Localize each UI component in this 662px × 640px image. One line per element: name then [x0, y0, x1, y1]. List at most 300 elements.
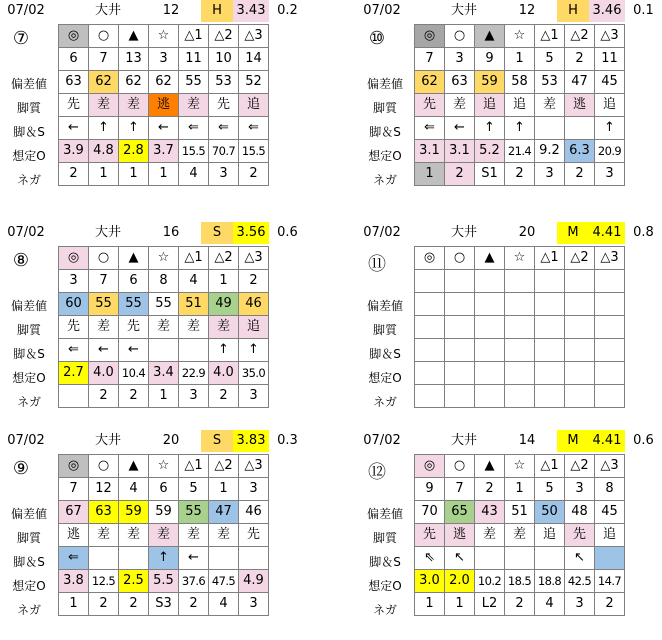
row-label: 脚質 — [16, 101, 41, 115]
row-label: 偏差値 — [366, 299, 403, 313]
row-label: 想定O — [368, 149, 402, 163]
running-style-cell: 追 — [505, 94, 535, 117]
runner-count: 12 — [162, 3, 180, 18]
deviation-cell: 70 — [415, 501, 445, 524]
horse-number-cell: 2 — [475, 478, 505, 501]
mark-cell: △1 — [179, 455, 209, 478]
mark-cell: △2 — [565, 25, 595, 48]
race-grade: M — [557, 430, 589, 452]
deviation-cell: 55 — [89, 293, 119, 316]
estimated-odds-cell: 2.7 — [59, 362, 89, 385]
leg-speed-cell — [505, 547, 535, 570]
row-label: 脚＆S — [13, 125, 45, 139]
row-label: 脚＆S — [369, 555, 401, 569]
horse-number-cell: 1 — [505, 478, 535, 501]
mark-cell: ☆ — [505, 25, 535, 48]
horse-number-cell: 8 — [595, 478, 625, 501]
race-number: ⑩ — [368, 28, 386, 49]
leg-speed-cell: ↖ — [445, 547, 475, 570]
estimated-odds-cell — [475, 362, 505, 385]
deviation-cell — [445, 293, 475, 316]
deviation-cell: 55 — [149, 293, 179, 316]
negative-cell: 2 — [89, 385, 119, 408]
leg-speed-cell — [475, 547, 505, 570]
deviation-cell — [535, 293, 565, 316]
deviation-cell: 51 — [505, 501, 535, 524]
deviation-cell: 49 — [209, 293, 239, 316]
data-row — [59, 270, 269, 293]
deviation-cell: 53 — [535, 71, 565, 94]
deviation-cell — [595, 293, 625, 316]
running-style-cell — [475, 316, 505, 339]
race-value: 0.3 — [277, 433, 298, 448]
horse-number-cell: 7 — [89, 270, 119, 293]
mark-cell: ○ — [445, 455, 475, 478]
race-odds: 3.83 — [233, 430, 269, 452]
negative-cell: 2 — [119, 385, 149, 408]
running-style-cell: 差 — [475, 524, 505, 547]
mark-cell: ○ — [89, 247, 119, 270]
estimated-odds-cell: 3.7 — [149, 140, 179, 163]
mark-row — [415, 247, 625, 270]
data-row — [415, 270, 625, 293]
estimated-odds-cell — [445, 362, 475, 385]
negative-cell: S3 — [149, 593, 179, 616]
mark-cell: ☆ — [149, 25, 179, 48]
data-row — [59, 48, 269, 71]
negative-cell — [595, 385, 625, 408]
leg-speed-cell: ⇐ — [209, 117, 239, 140]
negative-cell: 2 — [89, 593, 119, 616]
data-row — [415, 339, 625, 362]
negative-cell: 3 — [179, 385, 209, 408]
leg-speed-cell — [445, 339, 475, 362]
race-block — [0, 0, 306, 210]
horse-number-cell: 4 — [119, 478, 149, 501]
track-name: 大井 — [450, 3, 477, 18]
race-grade: H — [557, 0, 589, 22]
race-date: 07/02 — [7, 3, 45, 18]
estimated-odds-cell: 9.2 — [535, 140, 565, 163]
mark-cell: ○ — [89, 25, 119, 48]
estimated-odds-cell: 2.0 — [445, 570, 475, 593]
deviation-cell: 59 — [119, 501, 149, 524]
mark-cell: △1 — [179, 247, 209, 270]
mark-cell: ▲ — [119, 25, 149, 48]
estimated-odds-cell: 3.1 — [445, 140, 475, 163]
race-block — [356, 430, 662, 640]
negative-cell: 3 — [239, 385, 269, 408]
data-row — [415, 385, 625, 408]
leg-speed-cell — [565, 117, 595, 140]
mark-cell: △2 — [565, 455, 595, 478]
negative-cell: 1 — [149, 385, 179, 408]
estimated-odds-cell: 4.8 — [89, 140, 119, 163]
estimated-odds-cell: 2.8 — [119, 140, 149, 163]
leg-speed-cell: ↑ — [595, 117, 625, 140]
race-value: 0.8 — [633, 225, 654, 240]
row-label: ネガ — [372, 603, 397, 617]
horse-number-cell: 3 — [59, 270, 89, 293]
mark-cell: ☆ — [149, 455, 179, 478]
running-style-cell: 追 — [595, 524, 625, 547]
running-style-cell: 追 — [535, 524, 565, 547]
row-label: 偏差値 — [10, 507, 47, 521]
data-row — [415, 547, 625, 570]
estimated-odds-cell: 3.0 — [415, 570, 445, 593]
horse-number-cell: 7 — [59, 478, 89, 501]
race-odds: 3.56 — [233, 222, 269, 244]
running-style-cell — [595, 316, 625, 339]
data-row — [415, 478, 625, 501]
mark-cell: ▲ — [119, 247, 149, 270]
negative-cell: 3 — [239, 593, 269, 616]
race-odds: 3.43 — [233, 0, 269, 22]
deviation-cell: 63 — [89, 501, 119, 524]
running-style-cell: 先 — [415, 524, 445, 547]
estimated-odds-cell: 18.8 — [535, 570, 565, 593]
leg-speed-cell — [595, 339, 625, 362]
deviation-cell: 47 — [209, 501, 239, 524]
horse-number-cell: 1 — [209, 478, 239, 501]
negative-cell: 1 — [119, 163, 149, 186]
deviation-cell: 62 — [119, 71, 149, 94]
running-style-cell — [445, 316, 475, 339]
estimated-odds-cell: 22.9 — [179, 362, 209, 385]
deviation-cell: 58 — [505, 71, 535, 94]
estimated-odds-cell: 5.5 — [149, 570, 179, 593]
running-style-cell: 先 — [565, 524, 595, 547]
horse-number-cell: 2 — [565, 48, 595, 71]
race-odds: 3.46 — [589, 0, 625, 22]
deviation-cell: 45 — [595, 71, 625, 94]
negative-cell: 2 — [239, 163, 269, 186]
data-row — [415, 71, 625, 94]
negative-cell: 2 — [565, 163, 595, 186]
negative-cell: 1 — [59, 593, 89, 616]
data-row — [415, 570, 625, 593]
horse-number-cell: 7 — [415, 48, 445, 71]
mark-cell: △1 — [535, 247, 565, 270]
mark-cell: ☆ — [505, 247, 535, 270]
estimated-odds-cell: 10.4 — [119, 362, 149, 385]
leg-speed-cell — [119, 547, 149, 570]
running-style-cell: 先 — [59, 316, 89, 339]
race-block — [0, 222, 306, 432]
negative-cell: 4 — [179, 163, 209, 186]
deviation-cell — [565, 293, 595, 316]
data-row — [59, 570, 269, 593]
data-row — [415, 362, 625, 385]
row-label: 想定O — [12, 371, 46, 385]
horse-number-cell: 5 — [179, 478, 209, 501]
estimated-odds-cell — [415, 362, 445, 385]
row-label: 想定O — [12, 579, 46, 593]
leg-speed-cell: ↑ — [475, 117, 505, 140]
deviation-cell: 60 — [59, 293, 89, 316]
race-odds: 4.41 — [589, 430, 625, 452]
leg-speed-cell: ← — [89, 339, 119, 362]
running-style-cell: 差 — [445, 94, 475, 117]
leg-speed-cell — [505, 339, 535, 362]
estimated-odds-cell: 47.5 — [209, 570, 239, 593]
data-row — [415, 117, 625, 140]
horse-number-cell: 9 — [415, 478, 445, 501]
leg-speed-cell: ← — [179, 547, 209, 570]
running-style-cell: 差 — [89, 524, 119, 547]
estimated-odds-cell: 10.2 — [475, 570, 505, 593]
deviation-cell: 46 — [239, 293, 269, 316]
leg-speed-cell — [475, 339, 505, 362]
race-value: 0.2 — [277, 3, 298, 18]
estimated-odds-cell: 6.3 — [565, 140, 595, 163]
negative-cell: 3 — [595, 163, 625, 186]
mark-row — [415, 25, 625, 48]
deviation-cell: 62 — [415, 71, 445, 94]
data-row — [59, 478, 269, 501]
race-date: 07/02 — [363, 3, 401, 18]
data-row — [59, 316, 269, 339]
data-row — [415, 316, 625, 339]
race-block — [356, 0, 662, 210]
estimated-odds-cell — [565, 362, 595, 385]
row-label: ネガ — [16, 173, 41, 187]
leg-speed-cell: ↑ — [149, 547, 179, 570]
data-row — [415, 293, 625, 316]
leg-speed-cell: ← — [119, 339, 149, 362]
leg-speed-cell — [415, 339, 445, 362]
row-label: 脚質 — [16, 323, 41, 337]
race-date: 07/02 — [7, 433, 45, 448]
data-row — [415, 48, 625, 71]
leg-speed-cell — [535, 117, 565, 140]
horse-number-cell — [505, 270, 535, 293]
mark-cell: △3 — [239, 455, 269, 478]
horse-number-cell: 3 — [239, 478, 269, 501]
data-row — [59, 117, 269, 140]
leg-speed-cell — [595, 547, 625, 570]
mark-cell: △2 — [209, 25, 239, 48]
leg-speed-cell: ← — [149, 117, 179, 140]
running-style-cell: 差 — [89, 94, 119, 117]
deviation-cell: 67 — [59, 501, 89, 524]
negative-cell: S1 — [475, 163, 505, 186]
mark-cell: ◎ — [415, 247, 445, 270]
negative-cell: 2 — [445, 163, 475, 186]
running-style-cell: 差 — [505, 524, 535, 547]
mark-cell: △2 — [565, 247, 595, 270]
data-row — [59, 385, 269, 408]
race-number: ⑪ — [368, 254, 386, 275]
estimated-odds-cell: 37.6 — [179, 570, 209, 593]
data-row — [59, 94, 269, 117]
horse-number-cell: 1 — [209, 270, 239, 293]
negative-cell: 1 — [415, 593, 445, 616]
estimated-odds-cell: 15.5 — [239, 140, 269, 163]
horse-number-cell: 11 — [595, 48, 625, 71]
negative-cell — [565, 385, 595, 408]
data-row — [59, 339, 269, 362]
mark-cell: ☆ — [505, 455, 535, 478]
data-row — [415, 140, 625, 163]
leg-speed-cell — [179, 339, 209, 362]
deviation-cell: 51 — [179, 293, 209, 316]
race-number: ⑫ — [368, 462, 386, 483]
race-date: 07/02 — [363, 433, 401, 448]
estimated-odds-cell: 3.8 — [59, 570, 89, 593]
horse-number-cell: 5 — [535, 48, 565, 71]
leg-speed-cell: ⇐ — [59, 339, 89, 362]
mark-cell: ○ — [445, 25, 475, 48]
data-row — [59, 524, 269, 547]
negative-cell: 1 — [149, 163, 179, 186]
deviation-cell: 59 — [149, 501, 179, 524]
mark-cell: ○ — [445, 247, 475, 270]
mark-cell: ◎ — [59, 25, 89, 48]
horse-number-cell: 3 — [445, 48, 475, 71]
horse-number-cell: 13 — [119, 48, 149, 71]
running-style-cell: 追 — [595, 94, 625, 117]
race-odds: 4.41 — [589, 222, 625, 244]
estimated-odds-cell: 3.1 — [415, 140, 445, 163]
running-style-cell: 逃 — [565, 94, 595, 117]
race-value: 0.6 — [633, 433, 654, 448]
horse-number-cell: 5 — [535, 478, 565, 501]
data-row — [59, 71, 269, 94]
negative-cell: 1 — [445, 593, 475, 616]
estimated-odds-cell: 12.5 — [89, 570, 119, 593]
horse-number-cell — [445, 270, 475, 293]
running-style-cell: 追 — [475, 94, 505, 117]
leg-speed-cell: ⇐ — [59, 547, 89, 570]
horse-number-cell: 11 — [179, 48, 209, 71]
data-row — [59, 293, 269, 316]
race-grade: H — [201, 0, 233, 22]
running-style-cell: 追 — [239, 94, 269, 117]
negative-cell — [535, 385, 565, 408]
leg-speed-cell: ← — [445, 117, 475, 140]
race-grid — [414, 24, 625, 186]
running-style-cell: 差 — [149, 316, 179, 339]
track-name: 大井 — [450, 225, 477, 240]
race-grade: M — [557, 222, 589, 244]
race-header — [0, 0, 306, 22]
estimated-odds-cell: 18.5 — [505, 570, 535, 593]
data-row — [59, 362, 269, 385]
row-label: 脚＆S — [369, 125, 401, 139]
deviation-cell — [505, 293, 535, 316]
estimated-odds-cell: 2.5 — [119, 570, 149, 593]
runner-count: 12 — [518, 3, 536, 18]
row-label: ネガ — [16, 395, 41, 409]
leg-speed-cell: ↑ — [89, 117, 119, 140]
row-label: 脚質 — [16, 531, 41, 545]
negative-cell: 2 — [119, 593, 149, 616]
leg-speed-cell: ↑ — [505, 117, 535, 140]
row-label: 想定O — [368, 371, 402, 385]
runner-count: 16 — [162, 225, 180, 240]
negative-cell: 2 — [505, 163, 535, 186]
row-label: 想定O — [368, 579, 402, 593]
track-name: 大井 — [94, 225, 121, 240]
horse-number-cell: 6 — [119, 270, 149, 293]
leg-speed-cell — [565, 339, 595, 362]
horse-number-cell: 14 — [239, 48, 269, 71]
mark-row — [415, 455, 625, 478]
leg-speed-cell: ⇖ — [415, 547, 445, 570]
deviation-cell — [415, 293, 445, 316]
running-style-cell: 逃 — [59, 524, 89, 547]
mark-row — [59, 247, 269, 270]
row-label: 脚質 — [372, 531, 397, 545]
mark-cell: △2 — [209, 455, 239, 478]
deviation-cell: 52 — [239, 71, 269, 94]
data-row — [415, 163, 625, 186]
deviation-cell: 43 — [475, 501, 505, 524]
negative-cell: 2 — [595, 593, 625, 616]
deviation-cell: 59 — [475, 71, 505, 94]
row-label: 脚質 — [372, 323, 397, 337]
horse-number-cell: 7 — [445, 478, 475, 501]
race-header — [356, 222, 662, 244]
mark-cell: ▲ — [119, 455, 149, 478]
estimated-odds-cell: 70.7 — [209, 140, 239, 163]
running-style-cell — [535, 316, 565, 339]
estimated-odds-cell: 14.7 — [595, 570, 625, 593]
mark-cell: ▲ — [475, 455, 505, 478]
leg-speed-cell — [209, 547, 239, 570]
horse-number-cell: 10 — [209, 48, 239, 71]
race-number: ⑧ — [12, 250, 30, 271]
data-row — [415, 593, 625, 616]
leg-speed-cell: ↑ — [119, 117, 149, 140]
mark-cell: △1 — [179, 25, 209, 48]
race-header — [0, 222, 306, 244]
negative-cell: 1 — [89, 163, 119, 186]
row-label: ネガ — [372, 173, 397, 187]
running-style-cell: 差 — [149, 524, 179, 547]
estimated-odds-cell: 4.0 — [89, 362, 119, 385]
mark-cell: △1 — [535, 25, 565, 48]
mark-cell: △3 — [239, 25, 269, 48]
deviation-cell: 65 — [445, 501, 475, 524]
leg-speed-cell — [535, 547, 565, 570]
horse-number-cell: 12 — [89, 478, 119, 501]
running-style-cell: 差 — [119, 524, 149, 547]
horse-number-cell: 1 — [505, 48, 535, 71]
deviation-cell: 62 — [89, 71, 119, 94]
race-block — [356, 222, 662, 432]
race-header — [0, 430, 306, 452]
estimated-odds-cell: 3.9 — [59, 140, 89, 163]
negative-cell: 3 — [209, 163, 239, 186]
row-label: 偏差値 — [10, 299, 47, 313]
horse-number-cell — [565, 270, 595, 293]
estimated-odds-cell: 15.5 — [179, 140, 209, 163]
running-style-cell: 差 — [179, 316, 209, 339]
estimated-odds-cell: 20.9 — [595, 140, 625, 163]
running-style-cell: 先 — [59, 94, 89, 117]
data-row — [415, 524, 625, 547]
negative-cell: 4 — [535, 593, 565, 616]
deviation-cell: 47 — [565, 71, 595, 94]
data-row — [415, 94, 625, 117]
estimated-odds-cell: 5.2 — [475, 140, 505, 163]
deviation-cell: 62 — [149, 71, 179, 94]
deviation-cell: 50 — [535, 501, 565, 524]
leg-speed-cell: ← — [59, 117, 89, 140]
mark-cell: △3 — [595, 247, 625, 270]
